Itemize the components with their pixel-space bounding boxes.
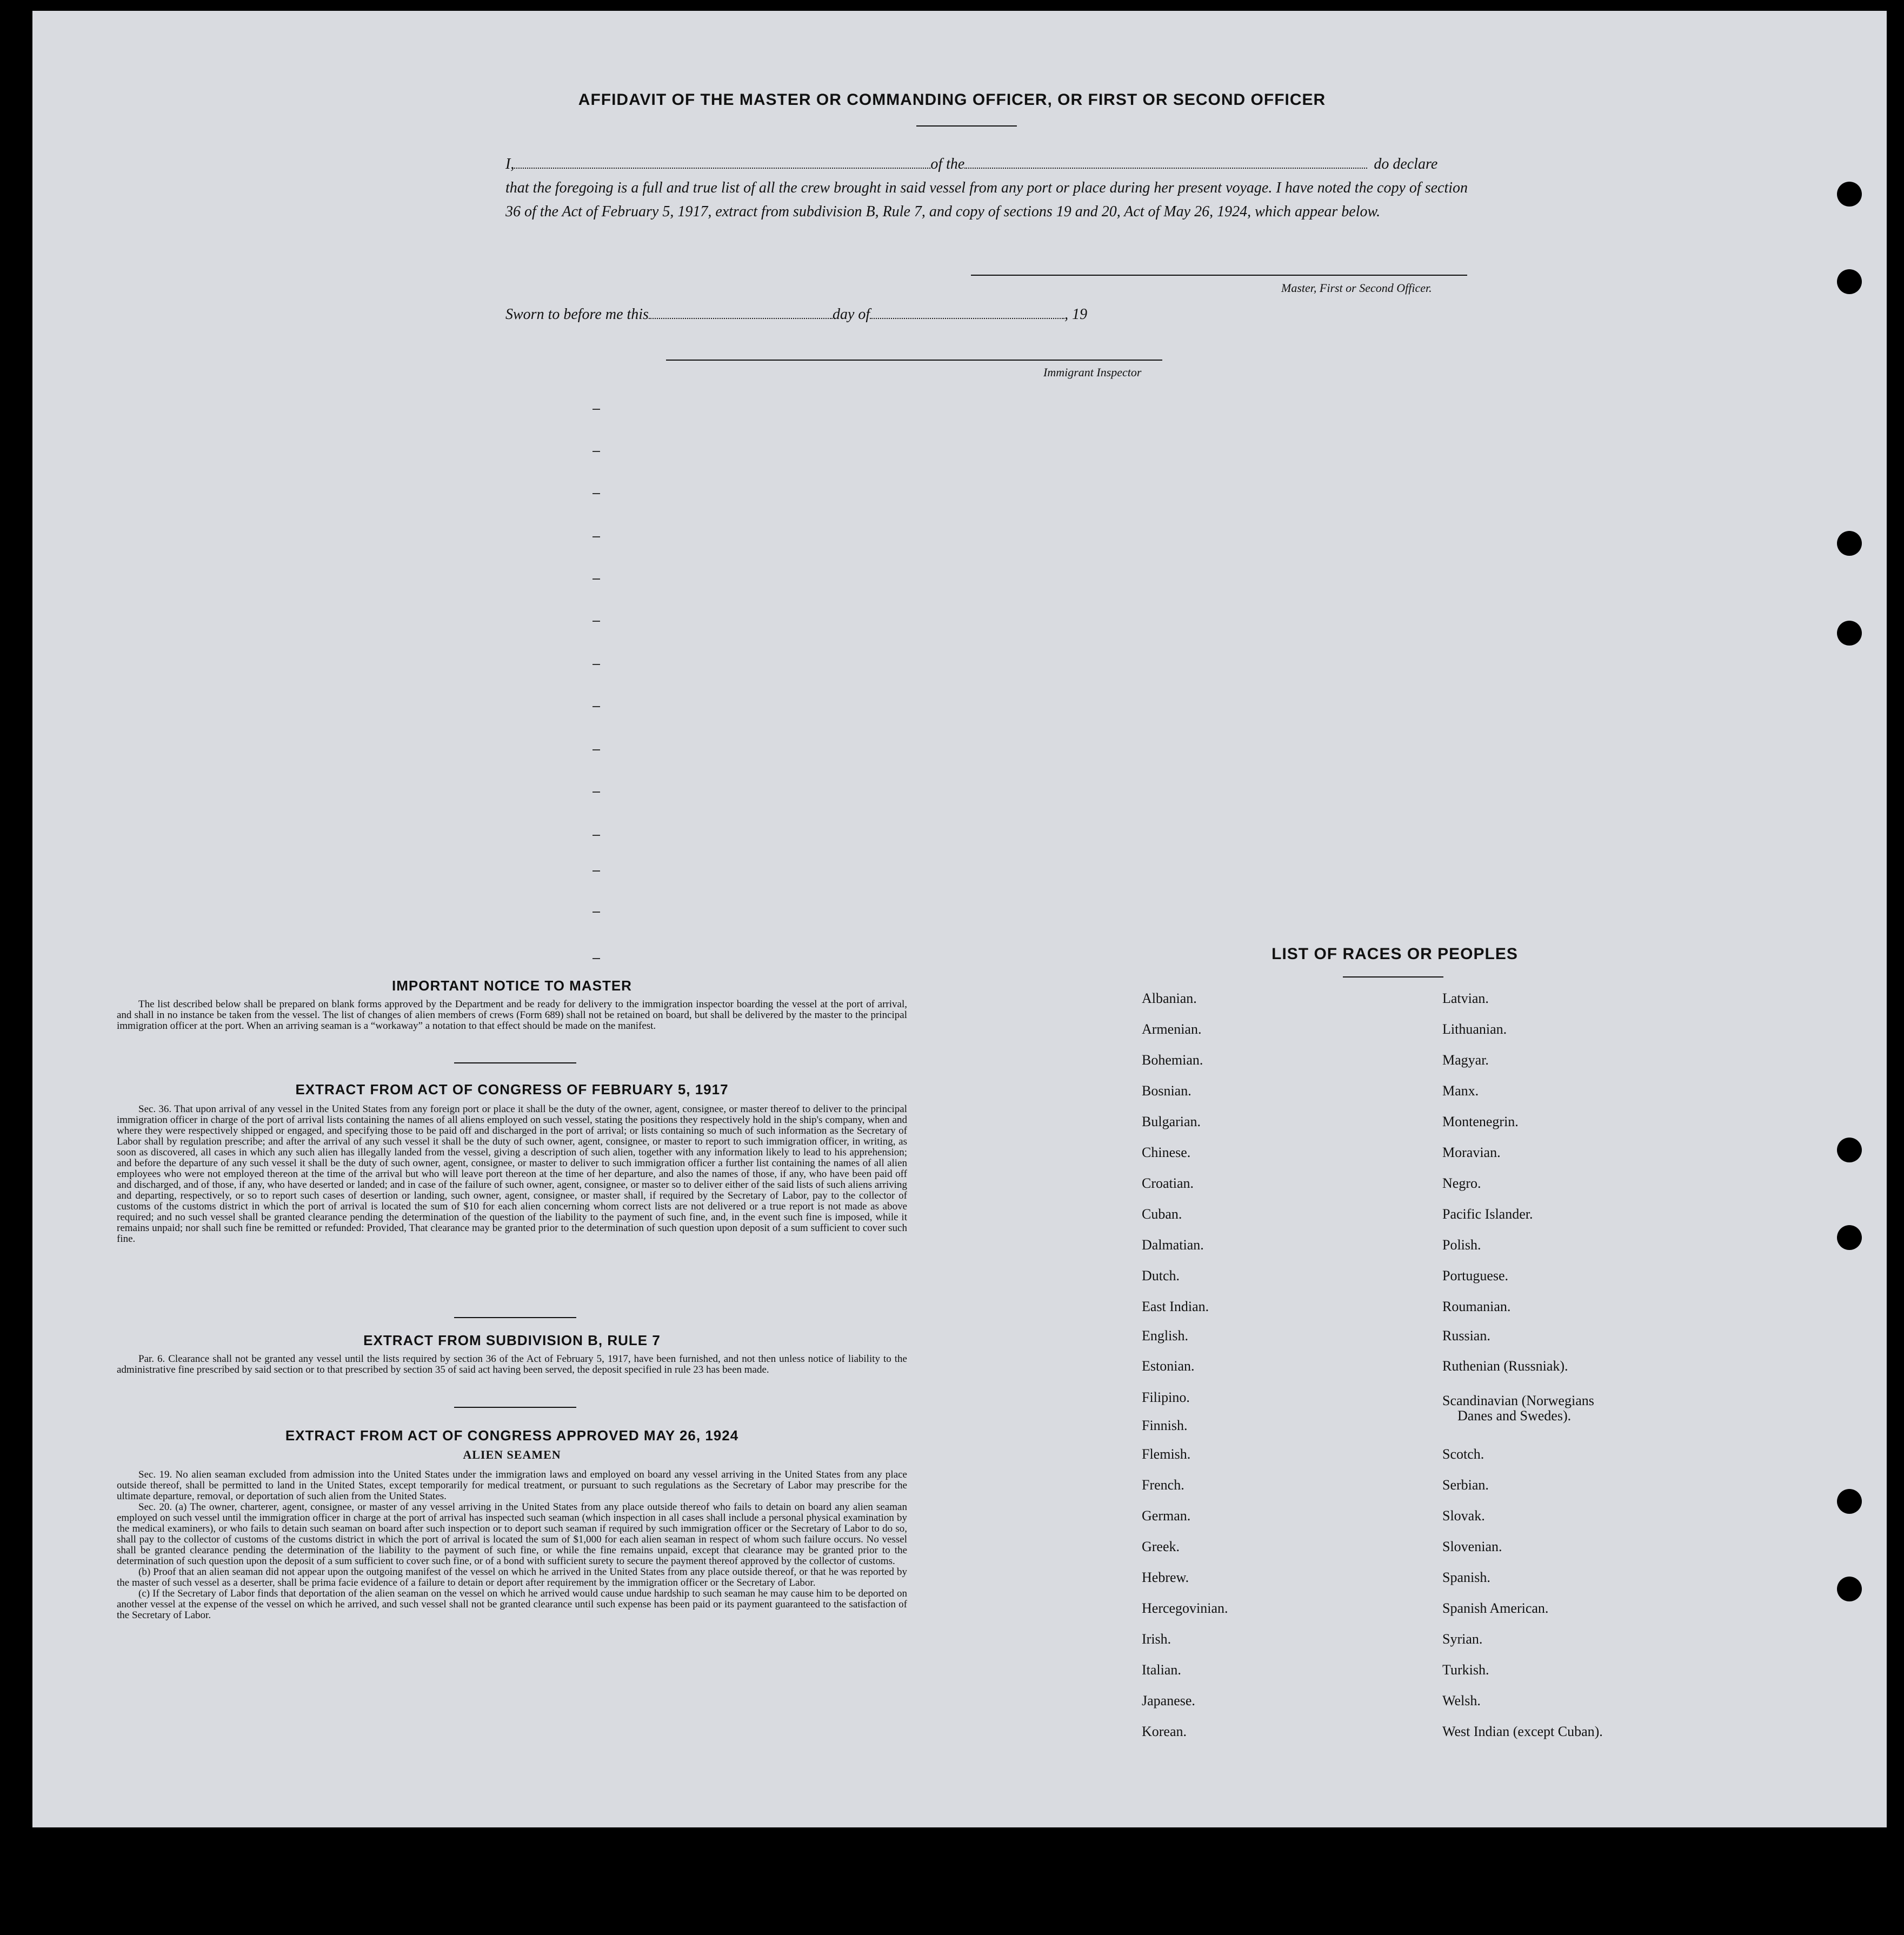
extract-1917-title: EXTRACT FROM ACT OF CONGRESS OF FEBRUARY 5, 1917 (295, 1081, 729, 1098)
vessel-field[interactable] (964, 158, 1367, 169)
do-declare-label: do declare (1374, 156, 1438, 172)
form-mark (592, 706, 600, 707)
sworn-line (505, 306, 1087, 323)
race-item: Slovak. (1442, 1508, 1485, 1524)
form-mark (592, 792, 600, 793)
race-item: Albanian. (1142, 990, 1197, 1006)
rule7-text (117, 1354, 907, 1375)
form-mark (592, 912, 600, 913)
notice-divider (454, 1062, 576, 1063)
race-item: Pacific Islander. (1442, 1206, 1533, 1222)
alien-seamen-subtitle: ALIEN SEAMEN (463, 1448, 561, 1461)
punch-hole (1837, 269, 1862, 294)
race-item: Cuban. (1142, 1206, 1182, 1222)
section-19-paragraph: Sec. 19. No alien seaman excluded from admission into the United States under the immigration laws and employed on board any vessel arriving in the United States from any place outside thereof, shall be permitted to land in the United States, except temporarily for medical treatment, or pursuant to such regulations as the Secretary of Labor may prescribe for the ultimate departure, removal, or deportation of such alien from the United States. (117, 1469, 907, 1502)
race-item: Greek. (1142, 1539, 1180, 1554)
race-item: Turkish. (1442, 1662, 1489, 1678)
race-item: Montenegrin. (1442, 1114, 1519, 1129)
race-item: Slovenian. (1442, 1539, 1502, 1554)
sworn-day-field[interactable] (649, 308, 833, 319)
race-item: Russian. (1442, 1328, 1490, 1344)
race-item: Latvian. (1442, 990, 1489, 1006)
form-mark (592, 958, 600, 959)
punch-hole (1837, 1138, 1862, 1162)
affidavit-declaration (505, 152, 1468, 224)
form-mark (592, 536, 600, 537)
rule7-paragraph: Par. 6. Clearance shall not be granted any vessel until the lists required by section 36 of the Act of February 5, 1917, have been furnished, and not then unless notice of liability to the administrative fine prescribed by said section or to that prescribed by section 35 of said act having been served, the deposit specified in rule 23 has been made. (117, 1353, 907, 1375)
notice-paragraph: The list described below shall be prepared on blank forms approved by the Department and be ready for delivery to the immigration inspector boarding the vessel at the port of arrival, and shall in no instance be taken from the vessel. The list of changes of alien members of crews (Form 689) shall not be retained on board, but shall be delivered by the master to the principal immigration officer at the port. When an arriving seaman is a “workaway” a notation to that effect should be made on the manifest. (117, 999, 907, 1032)
race-item: Korean. (1142, 1724, 1187, 1739)
inspector-label: Immigrant Inspector (1043, 365, 1142, 379)
race-item: Scandinavian (Norwegians (1442, 1393, 1594, 1408)
race-item: Bosnian. (1142, 1083, 1191, 1099)
race-item: Dalmatian. (1142, 1237, 1204, 1253)
section-36-paragraph: Sec. 36. That upon arrival of any vessel in the United States from any foreign port or place it shall be the duty of the owner, agent, consignee, or master thereof to deliver to the principal immigration officer in charge of the port of arrival lists containing the names of all aliens employed on such vessel, stating the positions they respectively hold in the ship's company, when and where they were respectively shipped or engaged, and specifying those to be paid off and discharged in the port of arrival; or lists containing so much of such information as the Secretary of Labor shall by regulation prescribe; and after the arrival of any such vessel it shall be the duty of such owner, agent, consignee, or master to report to such immigration officer, in writing, as soon as discovered, all cases in which any such alien has illegally landed from the vessel, giving a description of such alien, together with any information likely to lead to his apprehension; and before the departure of any such vessel it shall be the duty of such owner, agent, consignee, or master to deliver to such immigration officer a further list containing the names of all alien employees who were not employed thereon at the time of the arrival but who will leave port thereon at the time of her departure, and also the names of those, if any, who have been paid off and discharged, and of those, if any, who have deserted or landed; and in case of the failure of such owner, agent, consignee, or master so to deliver either of the said lists of such aliens arriving and departing, respectively, or so to report such cases of desertion or landing, such owner, agent, consignee, or master shall, if required by the Secretary of Labor, pay to the collector of customs of the customs district in which the port of arrival is located the sum of $10 for each alien concerning whom correct lists are not delivered or a true report is not made as above required; and no such vessel shall be granted clearance pending the determination of the question of the liability to the payment of such fine, and, in the event such fine is imposed, while it remains unpaid; nor shall such fine be remitted or refunded: Provided, That clearance may be granted prior to the determination of such question upon deposit of a sum sufficient to cover such fine. (117, 1103, 907, 1245)
race-item: Moravian. (1442, 1145, 1501, 1160)
race-item: Welsh. (1442, 1693, 1481, 1708)
race-item: Flemish. (1142, 1446, 1191, 1462)
race-item: French. (1142, 1477, 1184, 1493)
punch-hole (1837, 621, 1862, 646)
of-the-label: of the (930, 156, 965, 172)
form-mark (592, 870, 600, 872)
day-of-label: day of (832, 306, 870, 323)
race-item: Filipino. (1142, 1389, 1190, 1405)
race-item: Roumanian. (1442, 1299, 1511, 1314)
notice-text (117, 999, 907, 1032)
declaration-text: that the foregoing is a full and true list of all the crew brought in said vessel from any port or place during her present voyage. I have noted the copy of section 36 of the Act of February 5, 1917, extract from subdivision B, Rule 7, and copy of sections 19 and 20, Act of May 26, 1924, which appear below. (505, 179, 1468, 220)
race-item: Hercegovinian. (1142, 1600, 1228, 1616)
race-item: Lithuanian. (1442, 1021, 1507, 1037)
name-field[interactable] (514, 158, 930, 169)
race-item: Negro. (1442, 1175, 1481, 1191)
punch-hole (1837, 531, 1862, 556)
master-signature-line[interactable] (971, 275, 1467, 276)
race-item: Finnish. (1142, 1418, 1188, 1433)
race-item: East Indian. (1142, 1299, 1209, 1314)
notice-title: IMPORTANT NOTICE TO MASTER (392, 978, 632, 994)
extract-1924-title: EXTRACT FROM ACT OF CONGRESS APPROVED MAY 26, 1924 (285, 1427, 739, 1444)
punch-hole (1837, 1577, 1862, 1601)
race-item: Irish. (1142, 1631, 1171, 1647)
race-item: Magyar. (1442, 1052, 1489, 1068)
race-item: Portuguese. (1442, 1268, 1509, 1284)
sworn-month-field[interactable] (870, 308, 1064, 319)
punch-hole (1837, 182, 1862, 207)
form-mark (592, 749, 600, 750)
inspector-signature-line[interactable] (666, 360, 1162, 361)
race-item: Hebrew. (1142, 1570, 1189, 1585)
sworn-prefix: Sworn to before me this (505, 306, 649, 323)
race-item: Croatian. (1142, 1175, 1194, 1191)
year-prefix: , 19 (1064, 306, 1088, 323)
race-item: Syrian. (1442, 1631, 1483, 1647)
section-20b-paragraph: (b) Proof that an alien seaman did not appear upon the outgoing manifest of the vessel on which he arrived in the United States from any place outside thereof, or that he was reported by the master of such vessel as a deserter, shall be prima facie evidence of a failure to detain or deport after requirement by the immigration officer or the Secretary of Labor. (117, 1566, 907, 1588)
form-mark (592, 835, 600, 836)
form-mark (592, 621, 600, 622)
race-item: Spanish. (1442, 1570, 1490, 1585)
punch-hole (1837, 1489, 1862, 1514)
form-mark (592, 578, 600, 580)
race-item: Manx. (1442, 1083, 1479, 1099)
form-mark (592, 409, 600, 410)
affidavit-title: AFFIDAVIT OF THE MASTER OR COMMANDING OFFICER, OR FIRST OR SECOND OFFICER (578, 91, 1326, 109)
race-item: Serbian. (1442, 1477, 1489, 1493)
extract-1917-divider (454, 1317, 576, 1318)
affidavit-first-line (505, 152, 1468, 176)
races-divider (1343, 976, 1443, 978)
race-item: German. (1142, 1508, 1191, 1524)
race-item: Ruthenian (Russniak). (1442, 1358, 1568, 1374)
section-20a-paragraph: Sec. 20. (a) The owner, charterer, agent, consignee, or master of any vessel arriving in the United States from any place outside thereof who fails to detain on board any alien seaman employed on such vessel until the immigration officer in charge at the port of arrival has inspected such seaman (which inspection in all cases shall include a personal physical examination by the medical examiners), or who fails to detain such seaman on board after such inspection or to deport such seaman if required by such immigration officer or the Secretary of Labor to do so, shall pay to the collector of customs of the customs district in which the port of arrival is located the sum of $1,000 for each alien seaman in respect of whom such failure occurs. No vessel shall be granted clearance pending the determination of the liability to the payment of such fine, or while the fine remains unpaid, except that clearance may be granted prior to the determination of such question upon the deposit of a sum sufficient to cover such fine, or of a bond with sufficient surety to secure the payment thereof approved by the collector of customs. (117, 1501, 907, 1567)
master-signature-label: Master, First or Second Officer. (1281, 281, 1432, 295)
form-mark (592, 493, 600, 494)
race-item: Bohemian. (1142, 1052, 1203, 1068)
race-item: Japanese. (1142, 1693, 1195, 1708)
race-item: Spanish American. (1442, 1600, 1549, 1616)
race-item: West Indian (except Cuban). (1442, 1724, 1603, 1739)
section-20c-paragraph: (c) If the Secretary of Labor finds that deportation of the alien seaman on the vessel on which he arrived would cause undue hardship to such seaman he may cause him to be deported on another vessel at the expense of the vessel on which he arrived, and such vessel shall not be granted clearance until such expense has been paid or its payment guaranteed to the satisfaction of the Secretary of Labor. (117, 1588, 907, 1621)
extract-1924-text (117, 1469, 907, 1621)
form-mark (592, 664, 600, 665)
race-item: Danes and Swedes). (1457, 1408, 1572, 1424)
race-item: English. (1142, 1328, 1188, 1344)
rule7-divider (454, 1407, 576, 1408)
race-item: Italian. (1142, 1662, 1181, 1678)
race-item: Bulgarian. (1142, 1114, 1201, 1129)
races-title: LIST OF RACES OR PEOPLES (1271, 945, 1518, 963)
rule7-title: EXTRACT FROM SUBDIVISION B, RULE 7 (363, 1332, 661, 1348)
race-item: Dutch. (1142, 1268, 1180, 1284)
title-divider (916, 125, 1017, 127)
punch-hole (1837, 1225, 1862, 1250)
race-item: Scotch. (1442, 1446, 1484, 1462)
race-item: Estonian. (1142, 1358, 1195, 1374)
extract-1917-text (117, 1104, 907, 1245)
i-label: I, (505, 156, 515, 172)
race-item: Polish. (1442, 1237, 1481, 1253)
race-item: Chinese. (1142, 1145, 1191, 1160)
race-item: Armenian. (1142, 1021, 1202, 1037)
form-mark (592, 451, 600, 452)
